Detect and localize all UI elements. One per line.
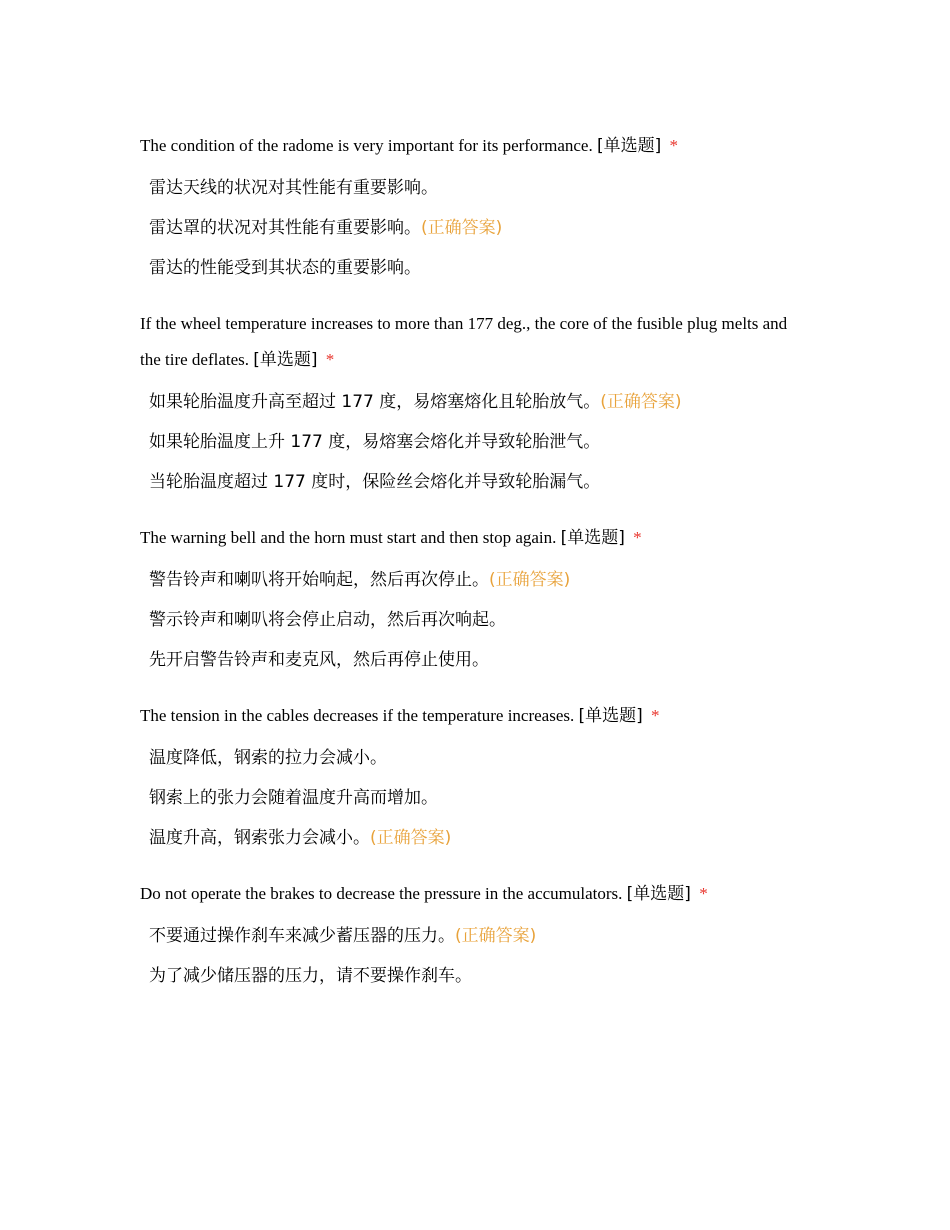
option-text: 温度升高，钢索张力会减小。 [149,828,370,848]
question-text: If the wheel temperature increases to more than 177 deg., the core of the fusible plug melts and the tire deflates. [140,314,788,369]
answer-option[interactable] [149,600,790,640]
answer-option[interactable] [149,738,790,778]
option-text: 钢索上的张力会随着温度升高而增加。 [149,788,438,808]
option-text: 为了减少储压器的压力，请不要操作刹车。 [149,966,472,986]
option-text: 雷达天线的状况对其性能有重要影响。 [149,178,438,198]
quiz-page [140,128,790,1014]
option-text: 温度降低，钢索的拉力会减小。 [149,748,387,768]
answer-option[interactable] [149,208,790,248]
question-title [140,306,790,378]
question-type-label: [单选题] [578,706,643,726]
question-title [140,520,790,556]
option-list [140,382,790,502]
question-item [140,306,790,502]
correct-answer-tag: (正确答案) [370,828,452,848]
answer-option[interactable] [149,640,790,680]
correct-answer-tag: (正确答案) [455,926,537,946]
answer-option[interactable] [149,248,790,288]
answer-option[interactable] [149,382,790,422]
option-list [140,168,790,288]
option-text: 雷达的性能受到其状态的重要影响。 [149,258,421,278]
answer-option[interactable] [149,778,790,818]
question-item [140,520,790,680]
option-text: 警告铃声和喇叭将开始响起，然后再次停止。 [149,570,489,590]
question-title [140,876,790,912]
question-title [140,128,790,164]
question-text: Do not operate the brakes to decrease the pressure in the accumulators. [140,884,623,903]
question-item [140,698,790,858]
option-text: 警示铃声和喇叭将会停止启动，然后再次响起。 [149,610,506,630]
question-type-label: [单选题] [596,136,662,156]
question-type-label: [单选题] [626,884,691,904]
option-text: 当轮胎温度超过 177 度时，保险丝会熔化并导致轮胎漏气。 [149,472,601,492]
answer-option[interactable] [149,916,790,956]
answer-option[interactable] [149,956,790,996]
question-item [140,128,790,288]
required-mark: * [669,136,678,155]
answer-option[interactable] [149,462,790,502]
option-list [140,560,790,680]
answer-option[interactable] [149,818,790,858]
question-text: The condition of the radome is very important for its performance. [140,136,593,155]
correct-answer-tag: (正确答案) [421,218,503,238]
answer-option[interactable] [149,560,790,600]
required-mark: * [633,528,642,547]
question-text: The tension in the cables decreases if the temperature increases. [140,706,575,725]
option-list [140,916,790,996]
option-text: 先开启警告铃声和麦克风，然后再停止使用。 [149,650,489,670]
option-text: 不要通过操作刹车来减少蓄压器的压力。 [149,926,455,946]
option-text: 如果轮胎温度上升 177 度，易熔塞会熔化并导致轮胎泄气。 [149,432,601,452]
answer-option[interactable] [149,422,790,462]
required-mark: * [325,350,335,369]
option-list [140,738,790,858]
question-title [140,698,790,734]
required-mark: * [651,706,660,725]
question-type-label: [单选题] [560,528,625,548]
answer-option[interactable] [149,168,790,208]
question-type-label: [单选题] [253,350,318,370]
question-item [140,876,790,996]
option-text: 如果轮胎温度升高至超过 177 度，易熔塞熔化且轮胎放气。 [149,392,601,412]
correct-answer-tag: (正确答案) [489,570,571,590]
option-text: 雷达罩的状况对其性能有重要影响。 [149,218,421,238]
question-text: The warning bell and the horn must start and then stop again. [140,528,557,547]
correct-answer-tag: (正确答案) [600,392,682,412]
required-mark: * [699,884,708,903]
